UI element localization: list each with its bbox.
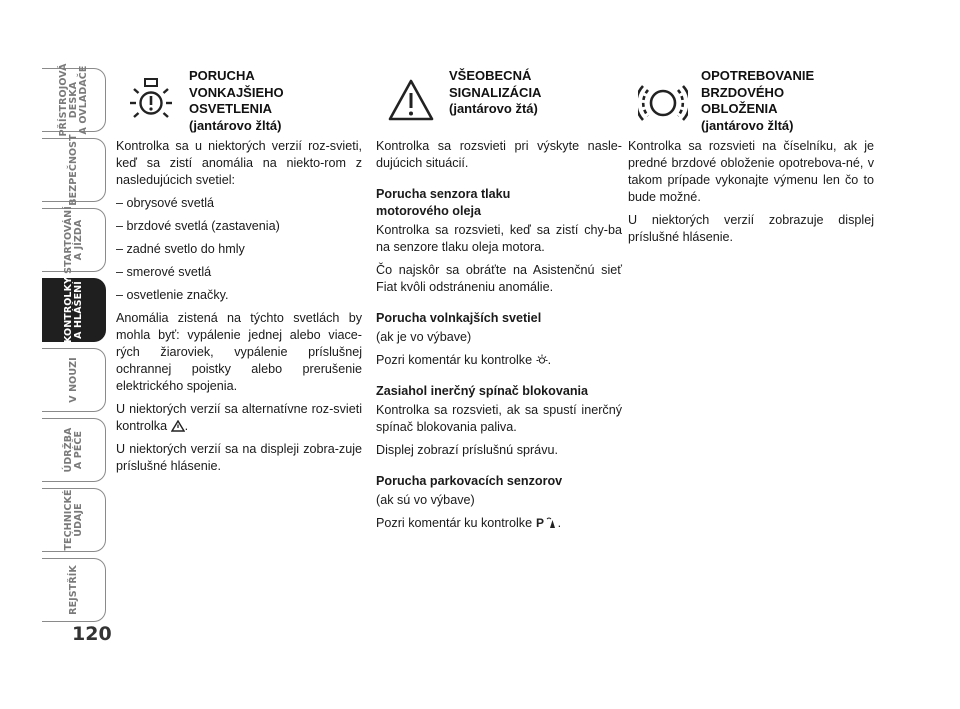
tab-v-nouzi[interactable]: V NOUZI	[42, 348, 106, 412]
page-number: 120	[72, 623, 112, 645]
list-item: – brzdové svetlá (zastavenia)	[116, 219, 280, 233]
section-title: PORUCHA VONKAJŠIEHO OSVETLENIA (jantárovo žltá)	[189, 68, 284, 133]
tab-startovani[interactable]: STARTOVÁNÍ A JÍZDA	[42, 208, 106, 272]
paragraph: U niektorých verzií zobrazuje displej príslušné hlásenie.	[628, 213, 874, 244]
exterior-light-fault-icon	[126, 76, 176, 126]
list-item: – osvetlenie značky.	[116, 288, 229, 302]
warning-triangle-icon	[171, 420, 185, 432]
subsection-title: Porucha senzora tlaku motorového oleja	[376, 187, 511, 218]
tab-bezpecnost[interactable]: BEZPEČNOST	[42, 138, 106, 202]
list-item: – obrysové svetlá	[116, 196, 215, 210]
paragraph: Kontrolka sa rozsvieti pri výskyte nasle-dujúcich situácií.	[376, 139, 622, 170]
paragraph: U niektorých verzií sa na displeji zobra-zuje príslušné hlásenie.	[116, 442, 362, 473]
paragraph: Čo najskôr sa obráťte na Asistenčnú sieť Fiat kvôli odstráneniu anomálie.	[376, 263, 622, 294]
paragraph: Displej zobrazí príslušnú správu.	[376, 443, 558, 457]
subsection-title: Porucha parkovacích senzorov	[376, 474, 563, 488]
general-warning-icon	[386, 76, 436, 126]
paragraph: U niektorých verzií sa alternatívne roz-svieti kontrolka .	[116, 402, 362, 433]
tab-technicke-udaje[interactable]: TECHNICKÉ ÚDAJE	[42, 488, 106, 552]
list-item: – zadné svetlo do hmly	[116, 242, 245, 256]
tab-pristrojova-deska[interactable]: PŘÍSTROJOVÁ DESKA A OVLADAČE	[42, 68, 106, 132]
paragraph: Anomália zistená na týchto svetlách by mohla byť: vypálenie jednej alebo viace-rých žiaroviek, vypálenie príslušnej ochrannej poistky alebo prerušenie elektrického spojenia.	[116, 311, 362, 393]
paragraph: Kontrolka sa rozsvieti, ak sa spustí inerčný spínač blokovania paliva.	[376, 403, 622, 434]
section-brake-pads	[628, 68, 874, 252]
section-title: VŠEOBECNÁ SIGNALIZÁCIA (jantárovo žtá)	[449, 68, 542, 116]
section-general-warning	[376, 68, 622, 538]
section-exterior-lights	[116, 68, 362, 481]
parking-sensor-icon	[536, 516, 558, 529]
paragraph: Kontrolka sa u niektorých verzií roz-svieti, keď sa zistí anomália na niekto-rom z nasledujúcich svetiel:	[116, 139, 362, 187]
paragraph: (ak je vo výbave)	[376, 330, 472, 344]
brake-pad-wear-icon	[638, 76, 688, 126]
tab-kontrolky[interactable]: KONTROLKY A HLÁŠENÍ	[42, 278, 106, 342]
paragraph: (ak sú vo výbave)	[376, 493, 475, 507]
tab-udrzba[interactable]: ÚDRŽBA A PÉČE	[42, 418, 106, 482]
paragraph: Pozri komentár ku kontrolke P .	[376, 516, 562, 530]
svg-text:P: P	[535, 516, 544, 529]
tab-rejstrik[interactable]: REJSTŘÍK	[42, 558, 106, 622]
paragraph: Pozri komentár ku kontrolke .	[376, 353, 552, 367]
paragraph: Kontrolka sa rozsvieti na číselníku, ak je predné brzdové obloženie opotrebova-né, v takom prípade vykonajte výmenu len čo to bude možné.	[628, 139, 874, 204]
paragraph: Kontrolka sa rozsvieti, keď sa zistí chy-ba na senzore tlaku oleja motora.	[376, 223, 622, 254]
subsection-title: Zasiahol inerčný spínač blokovania	[376, 384, 589, 398]
subsection-title: Porucha volnkajších svetiel	[376, 311, 542, 325]
section-title: OPOTREBOVANIE BRZDOVÉHO OBLOŽENIA (jantárovo žltá)	[701, 68, 815, 133]
exterior-light-fault-icon	[536, 354, 548, 366]
list-item: – smerové svetlá	[116, 265, 212, 279]
